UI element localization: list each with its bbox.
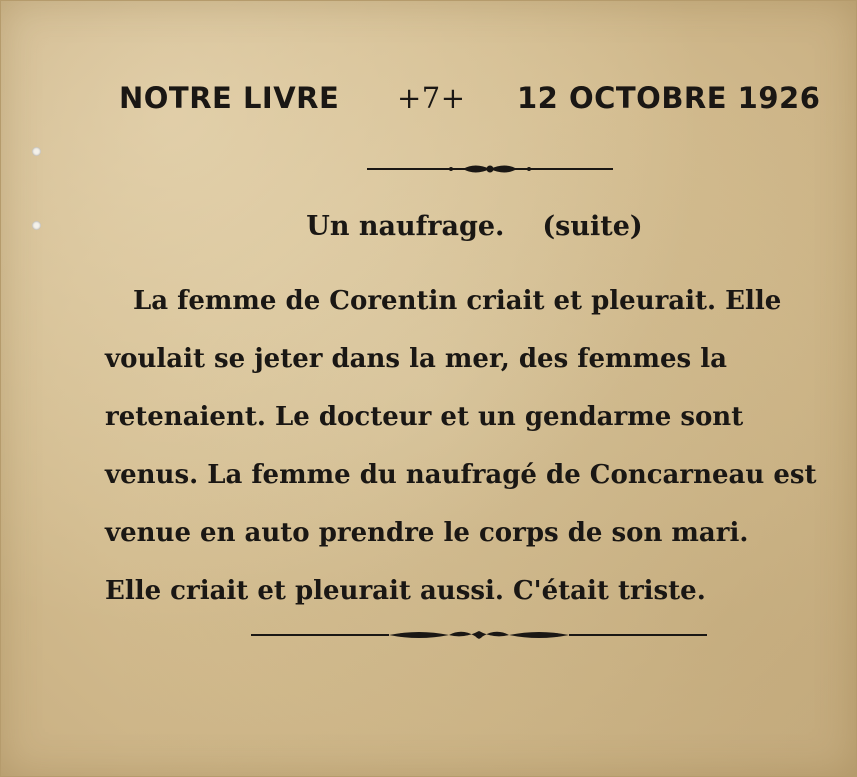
section-suite: (suite) — [542, 211, 643, 242]
text-line: venue en auto prendre le corps de son mari. — [105, 518, 749, 548]
page-header — [119, 81, 819, 125]
punch-hole — [32, 147, 41, 156]
issue-date: 12 OCTOBRE 1926 — [517, 81, 821, 115]
section-title: Un naufrage. — [306, 211, 505, 242]
text-line: venus. La femme du naufragé de Concarneau est — [105, 460, 817, 490]
book-title: NOTRE LIVRE — [119, 81, 340, 115]
text-line: retenaient. Le docteur et un gendarme sont — [105, 402, 744, 432]
story-paragraph — [105, 279, 835, 627]
section-heading — [1, 211, 857, 242]
text-line: voulait se jeter dans la mer, des femmes la — [105, 344, 727, 374]
text-line: La femme de Corentin criait et pleurait. Elle — [133, 286, 782, 316]
text-line: Elle criait et pleurait aussi. C'était triste. — [105, 576, 706, 606]
bottom-ornament-divider — [249, 625, 709, 645]
page-number: +7+ — [397, 81, 466, 115]
top-ornament-divider — [363, 159, 617, 179]
